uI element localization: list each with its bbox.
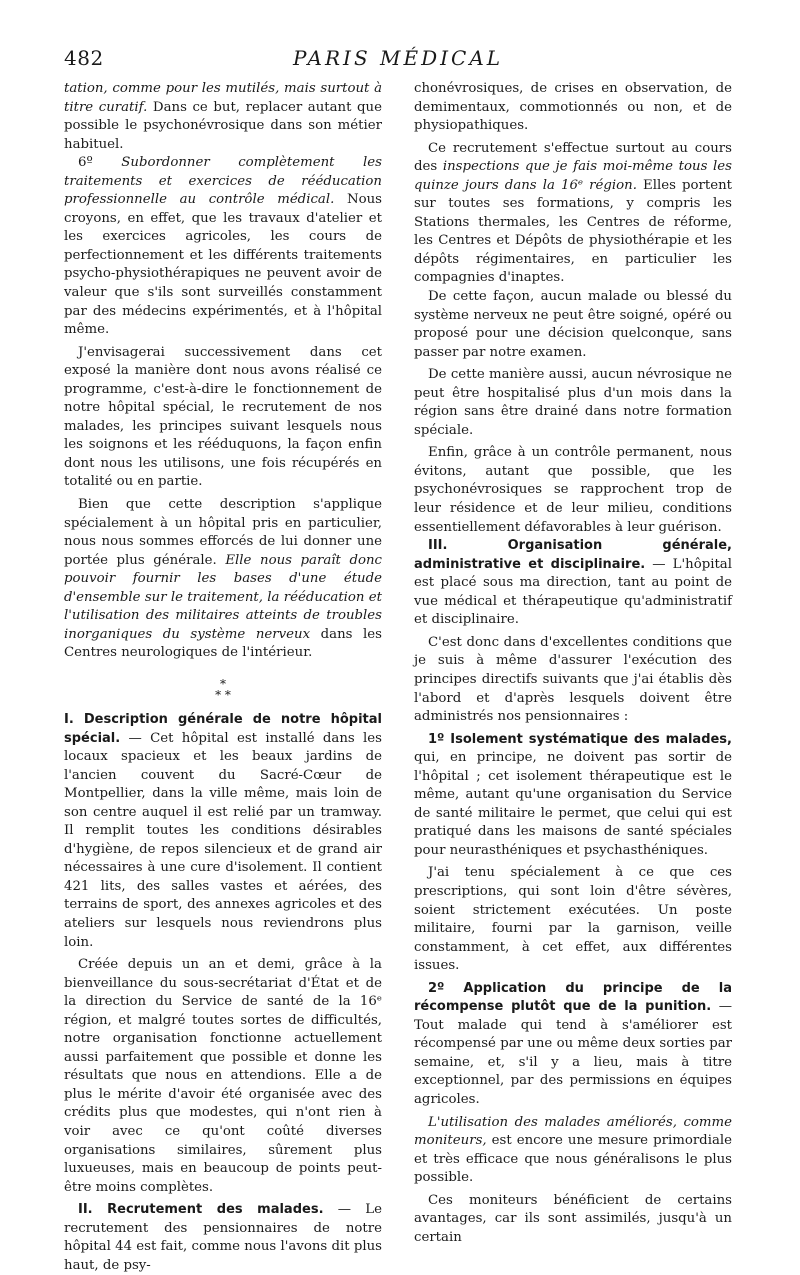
paragraph: C'est donc dans d'excellentes conditions que je suis à même d'assurer l'exécution des principes directifs suivants que j'ai établis dès l'abord et d'après lesquels doivent être administrés nos pensionnaires : xyxy=(414,634,732,725)
asterism-bottom: * * xyxy=(215,687,231,702)
section-paragraph xyxy=(414,537,732,630)
asterism-top: * xyxy=(220,676,226,691)
section-heading: II. Recrutement des malades. xyxy=(78,1202,324,1218)
paragraph: De cette manière aussi, aucun névrosique ne peut être hospitalisé plus d'un mois dans la région sans être drainé dans notre formation spéciale. xyxy=(414,367,732,438)
paragraph xyxy=(414,1114,732,1188)
paragraph-text: Ce recrutement s'effectue surtout au cours des xyxy=(414,140,732,175)
paragraph-text: — Tout malade qui tend à s'améliorer est récompensé par une ou même deux sorties par semaine, et, s'il y a lieu, mais à titre exceptionnel, par des permissions en équipes agricoles. xyxy=(414,999,732,1107)
paragraph: J'envisagerai successivement dans cet exposé la manière dont nous avons réalisé ce programme, c'est-à-dire le fonctionnement de notre hôpital spécial, le recrutement de nos malades, les principes suivant lesquels nous les soignons et les rééduquons, la façon enfin dont nous les utilisons, une fois récupérés en totalité ou en partie. xyxy=(64,344,382,490)
section-heading: III. Organisation générale, administrative et disciplinaire. xyxy=(414,538,732,572)
paragraph: Enfin, grâce à un contrôle permanent, nous évitons, autant que possible, que les psychonévrosiques se rapprochent trop de leur résidence et de leur milieu, conditions essentiellement défavorables à leur guérison. xyxy=(414,445,732,535)
emphasis-text: Subordonner complètement les traitements et exercices de rééducation professionnelle au contrôle médical. xyxy=(64,155,382,208)
paragraph-text: Nous croyons, en effet, que les travaux d'atelier et les exercices agricoles, les cours de perfectionnement et les différents traitements psycho-physiothérapiques ne peuvent avoir de valeur que s'ils sont surveillés constamment par des médecins expérimentés, et à l'hôpital même. xyxy=(64,192,382,338)
list-number: 6º xyxy=(78,155,122,171)
section-heading: 1º Isolement systématique des malades, xyxy=(428,731,732,747)
paragraph-text: qui, en principe, ne doivent pas sortir de l'hôpital ; cet isolement thérapeutique est le même, autant qu'une organisation du Service de santé militaire le permet, que celui qui est pratiqué dans les maisons de santé spéciales pour neurasthéniques et psychasthéniques. xyxy=(414,750,732,858)
paragraph: Ces moniteurs bénéficient de certains avantages, car ils sont assimilés, jusqu'à un certain xyxy=(414,1192,732,1245)
paragraph-text: — Cet hôpital est installé dans les locaux spacieux et les beaux jardins de l'ancien couvent du Sacré-Cœur de Montpellier, dans la ville même, mais loin de son centre auquel il est relié par un tramway. Il remplit toutes les conditions désirables d'hygiène, de repos silencieux et de grand air nécessaires à une cure d'isolement. Il contient 421 lits, des salles vastes et aérées, des terrains de sport, des annexes agricoles et des ateliers sur lesquels nous reviendrons plus loin. xyxy=(64,730,382,950)
paragraph-text: — Le recrutement des pensionnaires de notre hôpital 44 est fait, comme nous l'avons dit plus haut, de psy- xyxy=(64,1202,382,1273)
section-heading: I. Description générale de notre hôpital spécial. xyxy=(64,711,382,746)
paragraph-text: est encore une mesure primordiale et très efficace que nous généralisons le plus possible. xyxy=(414,1133,732,1186)
section-separator xyxy=(64,676,382,702)
paragraph: Créée depuis un an et demi, grâce à la bienveillance du sous-secrétariat d'État et de la direction du Service de santé de la 16ᵉ région, et malgré toutes sortes de difficultés, notre organisation fonctionne actuellement aussi parfaitement que possible et donne les résultats que nous en attendions. Elle a de plus le mérite d'avoir été organisée avec des crédits plus que modestes, qui n'ont rien à voir avec ce qu'ont coûté diverses organisations similaires, sûrement plus luxueuses, mais en beaucoup de points peut-être moins complètes. xyxy=(64,957,382,1195)
paragraph xyxy=(64,496,382,663)
paragraph-text: dans les Centres neurologiques de l'intérieur. xyxy=(64,626,382,661)
emphasis-text: Elle nous paraît donc pouvoir fournir les bases d'une étude d'ensemble sur le traitement, la rééducation et l'utilisation des militaires atteints de troubles inorganiques du système nerveux xyxy=(64,552,382,642)
paragraph: J'ai tenu spécialement à ce que ces prescriptions, qui sont loin d'être sévères, soient strictement exécutées. Un poste militaire, fourni par la garnison, veille constamment, à cet effet, aux différentes issues. xyxy=(414,865,732,974)
paragraph xyxy=(64,80,382,154)
paragraph xyxy=(64,154,382,339)
section-paragraph xyxy=(64,1201,382,1275)
journal-title: PARIS MÉDICAL xyxy=(292,46,504,70)
paragraph-text: Dans ce but, replacer autant que possible le psychonévrosique dans son métier habituel. xyxy=(64,99,382,152)
paragraph-text: Bien que cette description s'applique spécialement à un hôpital pris en particulier, nous nous sommes efforcés de lui donner une portée plus générale. xyxy=(64,497,382,568)
paragraph xyxy=(414,140,732,288)
page-header xyxy=(64,46,732,76)
paragraph-text: Elles portent sur toutes ses formations, y compris les Stations thermales, les Centres de réforme, les Centres et Dépôts de physiothérapie et les dépôts régimentaires, en particulier les compagnies d'inaptes. xyxy=(414,177,732,286)
section-heading: 2º Application du principe de la récompense plutôt que de la punition. xyxy=(414,980,732,1015)
right-column xyxy=(414,80,732,1247)
section-paragraph xyxy=(64,711,382,952)
emphasis-text: L'utilisation des malades améliorés, comme moniteurs, xyxy=(414,1114,732,1149)
page-number: 482 xyxy=(64,46,104,70)
left-column xyxy=(64,80,382,1275)
paragraph: De cette façon, aucun malade ou blessé du système nerveux ne peut être soigné, opéré ou proposé pour une décision quelconque, sans passer par notre examen. xyxy=(414,289,732,360)
emphasis-text: tation, comme pour les mutilés, mais surtout à titre curatif. xyxy=(64,81,382,115)
section-paragraph xyxy=(414,731,732,861)
paragraph: chonévrosiques, de crises en observation, de demimentaux, commotionnés ou non, et de physiopathiques. xyxy=(414,81,732,134)
section-paragraph xyxy=(414,980,732,1110)
emphasis-text: inspections que je fais moi-même tous les quinze jours dans la 16ᵉ région. xyxy=(414,159,732,193)
paragraph-text: — L'hôpital est placé sous ma direction, tant au point de vue médical et thérapeutique qu'administratif et disciplinaire. xyxy=(414,556,732,628)
